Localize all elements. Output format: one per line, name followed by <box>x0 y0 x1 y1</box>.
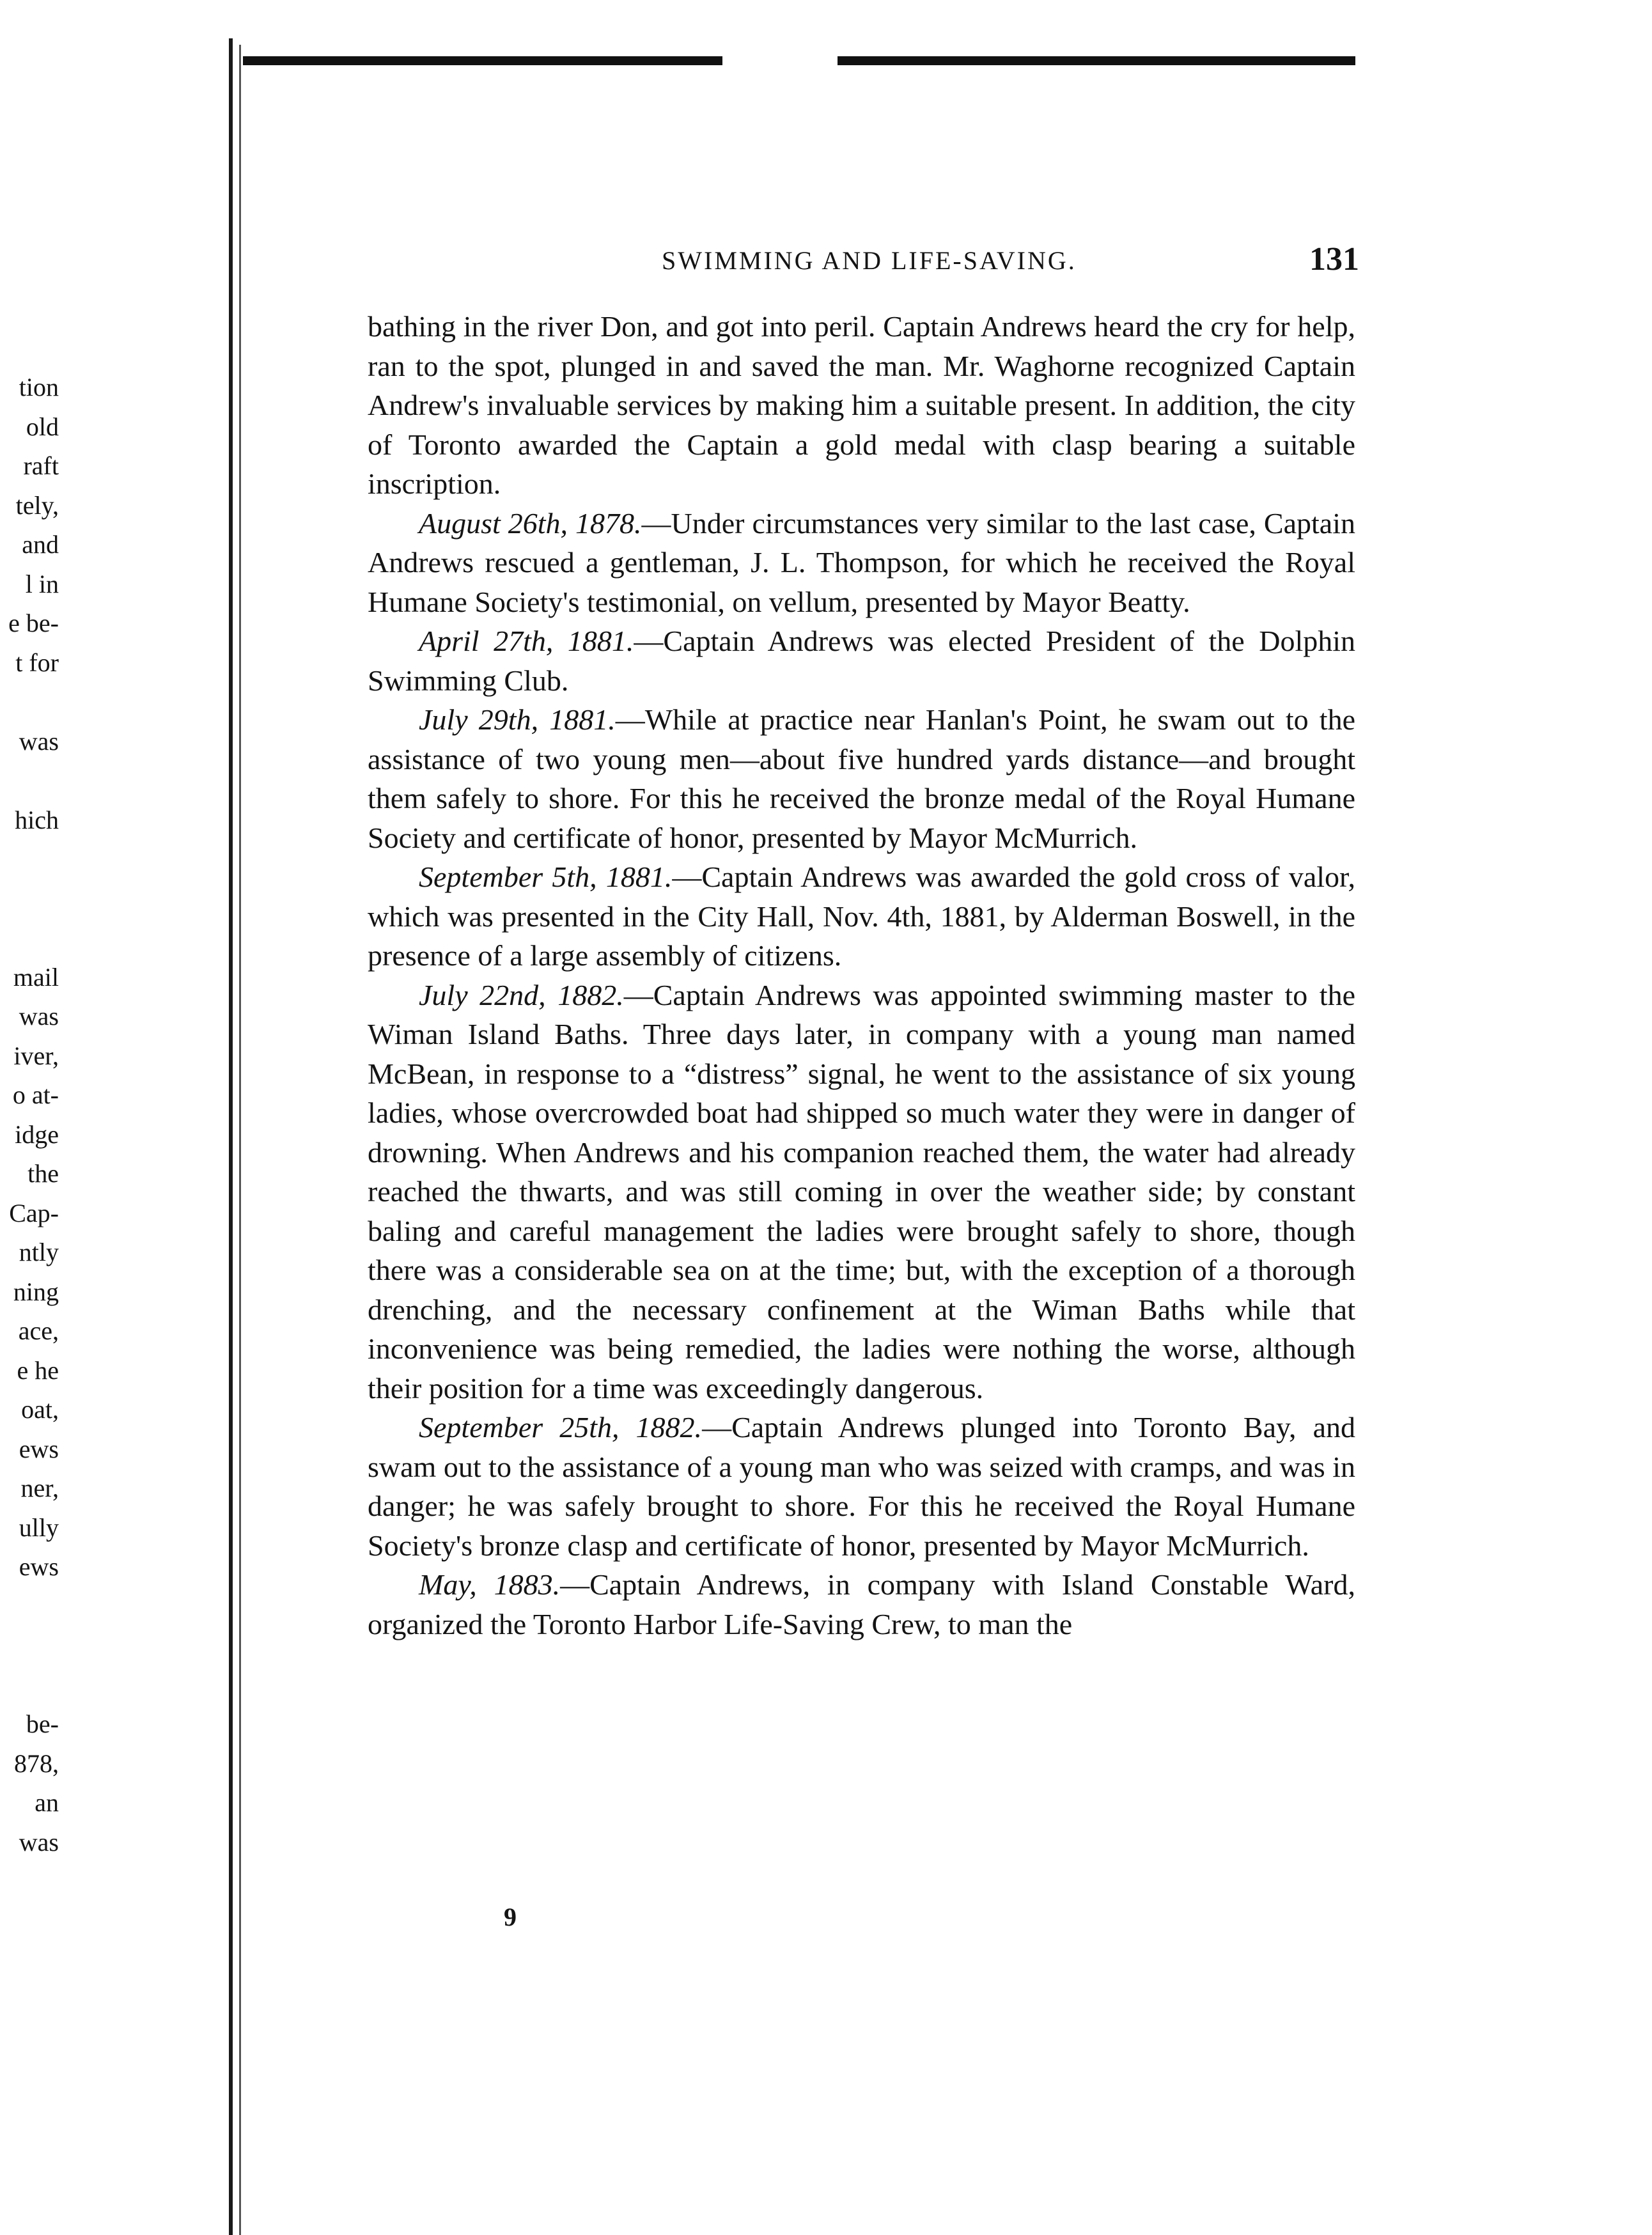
signature-mark: 9 <box>504 1903 517 1931</box>
previous-page-fragment <box>0 1587 59 1626</box>
entry-date: September 25th, 1882. <box>419 1411 703 1444</box>
previous-page-fragment: an <box>35 1788 59 1817</box>
paragraph-entry <box>368 700 1355 857</box>
paragraph-text: —While at practice near Hanlan's Point, he swam out to the assistance of two young men—about five hundred yards distance—and brought them safely to shore. For this he received the bronze medal of the Royal Humane Society and certificate of honor, presented by Mayor McMurrich. <box>368 703 1356 854</box>
previous-page-fragment: and <box>22 530 59 559</box>
entry-date: April 27th, 1881. <box>419 625 634 657</box>
previous-page-fragment: ace, <box>18 1316 59 1345</box>
previous-page-fragment: t for <box>15 648 59 677</box>
previous-page-fragment: be- <box>26 1709 59 1738</box>
previous-page-fragment <box>0 839 59 879</box>
top-rule-gap <box>722 54 838 66</box>
previous-page-fragment: the <box>27 1159 59 1188</box>
previous-page-fragment: idge <box>15 1119 59 1149</box>
paragraph-text: —Captain Andrews plunged into Toronto Bay, and swam out to the assistance of a young man who was seized with cramps, and was in danger; he was safely brought to shore. For this he received the Royal Humane Society's bronze clasp and certificate of honor, presented by Mayor McMurrich. <box>368 1411 1355 1562</box>
entry-date: August 26th, 1878. <box>419 506 642 540</box>
previous-page-fragment: raft <box>23 451 59 480</box>
previous-page-fragment <box>0 1626 59 1665</box>
paragraph-text: —Captain Andrews, in company with Island Constable Ward, organized the Toronto Harbor Life-Saving Crew, to man the <box>368 1568 1355 1640</box>
previous-page-fragment <box>0 682 59 722</box>
running-head: SWIMMING AND LIFE-SAVING. <box>662 246 1077 275</box>
previous-page-fragment: oat, <box>21 1395 59 1424</box>
previous-page-fragment: tely, <box>15 490 59 520</box>
previous-page-fragment: ntly <box>19 1238 59 1266</box>
previous-page-fragment: Cap- <box>9 1198 59 1227</box>
page-number: 131 <box>1309 241 1359 277</box>
previous-page-fragment: ews <box>19 1552 59 1581</box>
paragraph-continuation <box>368 307 1355 504</box>
paragraph-text: bathing in the river Don, and got into peril. Captain Andrews heard the cry for help, ran to the spot, plunged in and saved the man. Mr. Waghorne recognized Captain Andrew's invaluable services by making him a suitable present. In addition, the city of Toronto awarded the Captain a gold medal with clasp bearing a suitable inscription. <box>368 310 1355 500</box>
previous-page-fragment <box>0 1665 59 1705</box>
paragraph-text: —Captain Andrews was awarded the gold cross of valor, which was presented in the City Hall, Nov. 4th, 1881, by Alderman Boswell, in the presence of a large assembly of citizens. <box>368 861 1355 972</box>
previous-page-fragment: was <box>19 726 59 756</box>
previous-page-fragment: o at- <box>12 1080 59 1109</box>
paragraph-entry <box>368 621 1355 700</box>
paragraph-text: —Under circumstances very similar to the last case, Captain Andrews rescued a gentleman, J. L. Thompson, for which he received the Royal Humane Society's testimonial, on vellum, presented by Mayor Beatty. <box>368 506 1355 618</box>
paragraph-entry <box>368 1408 1355 1565</box>
previous-page-fragment: hich <box>15 805 59 834</box>
previous-page-fragment: 878, <box>14 1748 59 1778</box>
previous-page-fragment <box>0 918 59 958</box>
previous-page-fragment: iver, <box>13 1041 59 1070</box>
previous-page-fragment <box>0 879 59 919</box>
previous-page-fragment: was <box>19 1002 59 1031</box>
previous-page-fragment <box>0 761 59 800</box>
binding-gutter-line <box>229 38 233 2235</box>
previous-page-fragment: old <box>26 412 59 441</box>
previous-page-fragment: was <box>19 1827 59 1857</box>
paragraph-entry <box>368 504 1355 622</box>
entry-date: July 29th, 1881. <box>419 703 616 736</box>
previous-page-margin-text <box>0 368 59 1862</box>
body-text <box>368 307 1355 1644</box>
paragraph-entry <box>368 976 1355 1408</box>
paragraph-entry <box>368 857 1355 976</box>
previous-page-fragment: mail <box>13 962 59 992</box>
previous-page-fragment: ning <box>13 1277 59 1306</box>
paragraph-entry <box>368 1565 1355 1644</box>
previous-page-fragment: e be- <box>8 609 59 637</box>
previous-page-fragment: ully <box>19 1513 59 1542</box>
entry-date: July 22nd, 1882. <box>419 978 624 1011</box>
previous-page-fragment: ner, <box>20 1474 59 1502</box>
paragraph-text: —Captain Andrews was appointed swimming master to the Wiman Island Baths. Three days later, in company with a young man named McBean, in response to a “distress” signal, he went to the assistance of six young ladies, whose overcrowded boat had shipped so much water they were in danger of drowning. When Andrews and his companion reached them, the water had already reached the thwarts, and was still coming in over the weather side; by constant baling and careful management the ladies were brought safely to shore, though there was a considerable sea on at the time; but, with the exception of a thorough drenching, and the necessary confinement at the Wiman Baths while that inconvenience was being remedied, the ladies were nothing the worse, although their position for a time was exceedingly dangerous. <box>368 978 1355 1405</box>
binding-gutter-shadow <box>239 45 241 2235</box>
entry-date: May, 1883. <box>419 1568 561 1601</box>
entry-date: September 5th, 1881. <box>419 861 673 893</box>
previous-page-fragment: l in <box>25 569 59 598</box>
previous-page-fragment: ews <box>19 1434 59 1463</box>
previous-page-fragment: e he <box>17 1355 59 1385</box>
paragraph-text: —Captain Andrews was elected President of the Dolphin Swimming Club. <box>368 625 1355 697</box>
previous-page-fragment: tion <box>19 373 59 401</box>
